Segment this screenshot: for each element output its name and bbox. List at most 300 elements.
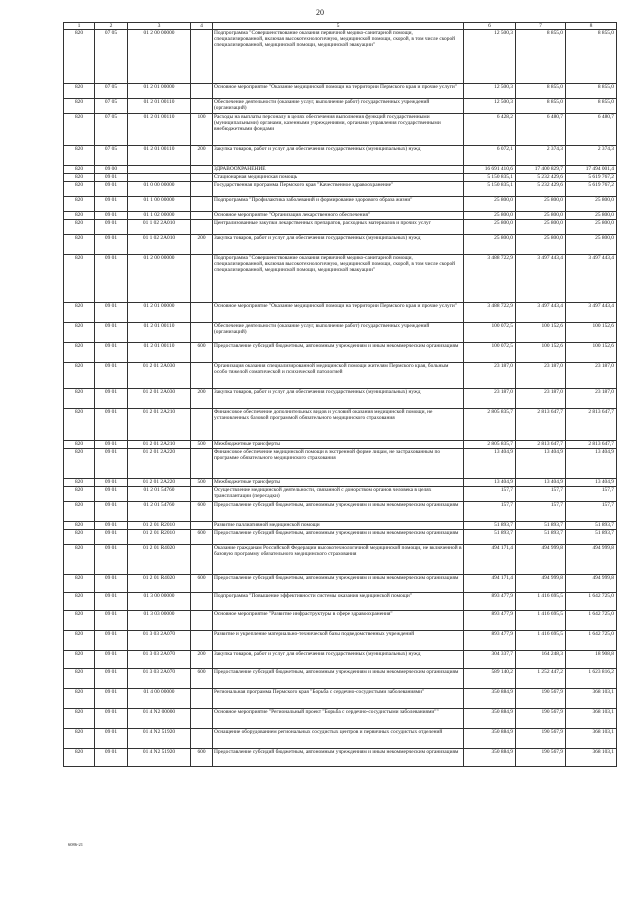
cell-name: Стационарная медицинская помощь <box>213 174 464 182</box>
cell-sum-3: 25 800,0 <box>566 235 617 255</box>
cell-grbs: 820 <box>64 30 95 84</box>
cell-sum-2: 1 416 695,5 <box>516 631 566 651</box>
cell-sum-3: 25 800,0 <box>566 197 617 212</box>
cell-section: 09 01 <box>95 389 128 409</box>
cell-target-article: 01 2 01 00110 <box>128 114 191 146</box>
cell-target-article: 01 3 03 2A070 <box>128 651 191 669</box>
cell-section: 09 01 <box>95 575 128 593</box>
cell-sum-2: 3 497 443,4 <box>516 303 566 323</box>
cell-target-article: 01 2 01 2A220 <box>128 449 191 479</box>
cell-sum-1: 100 072,5 <box>464 343 516 363</box>
cell-sum-2: 25 800,0 <box>516 235 566 255</box>
cell-sum-1: 51 893,7 <box>464 530 516 545</box>
cell-name: Государственная программа Пермского края "Качественное здравоохранение" <box>213 182 464 197</box>
table-row <box>64 409 617 441</box>
cell-section: 09 01 <box>95 729 128 749</box>
table-row <box>64 323 617 343</box>
cell-sum-2: 25 800,0 <box>516 212 566 220</box>
table-row <box>64 575 617 593</box>
cell-sum-3: 368 103,1 <box>566 749 617 767</box>
cell-target-article: 01 3 03 2A070 <box>128 669 191 689</box>
cell-sum-3: 23 187,0 <box>566 363 617 389</box>
table-row <box>64 449 617 479</box>
cell-sum-2: 51 893,7 <box>516 522 566 530</box>
cell-sum-3: 368 103,1 <box>566 729 617 749</box>
cell-sum-2: 25 800,0 <box>516 197 566 212</box>
cell-sum-2: 3 497 443,4 <box>516 255 566 303</box>
cell-target-article: 01 2 01 R4020 <box>128 545 191 575</box>
cell-sum-3: 1 642 725,0 <box>566 631 617 651</box>
cell-sum-3: 51 893,7 <box>566 530 617 545</box>
cell-grbs: 820 <box>64 631 95 651</box>
cell-section: 09 01 <box>95 651 128 669</box>
header-cell: 5 <box>213 23 464 30</box>
cell-target-article: 01 2 01 00000 <box>128 84 191 99</box>
cell-sum-2: 157,7 <box>516 502 566 522</box>
cell-sum-3: 13 404,9 <box>566 479 617 487</box>
cell-expense-type: 600 <box>191 530 213 545</box>
cell-section: 09 01 <box>95 631 128 651</box>
cell-target-article: 01 2 01 R2010 <box>128 530 191 545</box>
cell-name: Основное мероприятие "Оказание медицинской помощи на территории Пермского края и прочие услуги" <box>213 84 464 99</box>
cell-grbs: 820 <box>64 323 95 343</box>
cell-sum-2: 8 855,0 <box>516 99 566 114</box>
cell-sum-2: 51 893,7 <box>516 530 566 545</box>
cell-grbs: 820 <box>64 502 95 522</box>
cell-target-article: 01 2 01 R2010 <box>128 522 191 530</box>
table-row <box>64 389 617 409</box>
cell-section: 09 01 <box>95 174 128 182</box>
cell-grbs: 820 <box>64 441 95 449</box>
cell-grbs: 820 <box>64 449 95 479</box>
budget-table-container <box>63 22 616 767</box>
cell-name: Основное мероприятие "Организация лекарственного обеспечения" <box>213 212 464 220</box>
cell-section: 09 01 <box>95 197 128 212</box>
cell-sum-1: 3 488 722,9 <box>464 255 516 303</box>
table-row <box>64 146 617 166</box>
cell-sum-2: 2 813 647,7 <box>516 441 566 449</box>
cell-sum-3: 8 855,0 <box>566 84 617 99</box>
cell-sum-1: 350 884,9 <box>464 749 516 767</box>
cell-section: 09 01 <box>95 611 128 631</box>
cell-sum-1: 350 884,9 <box>464 689 516 709</box>
table-row <box>64 530 617 545</box>
cell-grbs: 820 <box>64 689 95 709</box>
cell-name: Предоставление субсидий бюджетным, автономным учреждениям и иным некоммерческим организациям <box>213 502 464 522</box>
cell-expense-type <box>191 409 213 441</box>
cell-target-article <box>128 166 191 174</box>
header-cell: 4 <box>191 23 213 30</box>
cell-section: 09 01 <box>95 709 128 729</box>
cell-sum-3: 5 619 767,2 <box>566 182 617 197</box>
cell-sum-1: 13 404,9 <box>464 479 516 487</box>
cell-sum-1: 25 800,0 <box>464 220 516 235</box>
cell-sum-1: 157,7 <box>464 502 516 522</box>
cell-expense-type: 600 <box>191 669 213 689</box>
cell-expense-type <box>191 522 213 530</box>
cell-sum-3: 25 800,0 <box>566 220 617 235</box>
cell-sum-2: 5 232 429,6 <box>516 182 566 197</box>
cell-sum-2: 23 187,0 <box>516 389 566 409</box>
table-row <box>64 166 617 174</box>
cell-name: Оказание гражданам Российской Федерации высокотехнологичной медицинской помощи, не включенной в базовую программу обязательного медицинского страхования <box>213 545 464 575</box>
cell-grbs: 820 <box>64 575 95 593</box>
cell-section: 09 01 <box>95 545 128 575</box>
cell-name: Предоставление субсидий бюджетным, автономным учреждениям и иным некоммерческим организациям <box>213 575 464 593</box>
cell-target-article: 01 3 03 2A070 <box>128 631 191 651</box>
cell-grbs: 820 <box>64 182 95 197</box>
cell-grbs: 820 <box>64 212 95 220</box>
cell-sum-3: 494 999,8 <box>566 575 617 593</box>
cell-expense-type: 200 <box>191 651 213 669</box>
table-row <box>64 197 617 212</box>
cell-expense-type <box>191 99 213 114</box>
cell-target-article: 01 2 01 R4020 <box>128 575 191 593</box>
cell-target-article: 01 2 01 2A210 <box>128 441 191 449</box>
cell-grbs: 820 <box>64 166 95 174</box>
cell-grbs: 820 <box>64 220 95 235</box>
cell-grbs: 820 <box>64 303 95 323</box>
cell-target-article: 01 4 00 00000 <box>128 689 191 709</box>
cell-name: Основное мероприятие "Оказание медицинской помощи на территории Пермского края и прочие услуги" <box>213 303 464 323</box>
cell-sum-1: 12 500,3 <box>464 30 516 84</box>
cell-expense-type <box>191 729 213 749</box>
cell-grbs: 820 <box>64 487 95 502</box>
table-row <box>64 709 617 729</box>
table-row <box>64 303 617 323</box>
cell-expense-type: 500 <box>191 479 213 487</box>
cell-grbs: 820 <box>64 146 95 166</box>
cell-target-article: 01 4 N2 51920 <box>128 749 191 767</box>
cell-target-article: 01 2 00 00000 <box>128 255 191 303</box>
table-row <box>64 611 617 631</box>
table-row <box>64 174 617 182</box>
cell-sum-3: 100 152,6 <box>566 323 617 343</box>
cell-target-article: 01 0 00 00000 <box>128 182 191 197</box>
cell-grbs: 820 <box>64 197 95 212</box>
cell-expense-type: 100 <box>191 114 213 146</box>
table-row <box>64 651 617 669</box>
table-row <box>64 479 617 487</box>
cell-section: 09 01 <box>95 255 128 303</box>
cell-grbs: 820 <box>64 114 95 146</box>
table-row <box>64 593 617 611</box>
cell-sum-2: 5 232 429,6 <box>516 174 566 182</box>
cell-name: Закупка товаров, работ и услуг для обеспечения государственных (муниципальных) нужд <box>213 389 464 409</box>
cell-sum-3: 2 813 647,7 <box>566 441 617 449</box>
cell-sum-3: 51 893,7 <box>566 522 617 530</box>
cell-section: 09 01 <box>95 749 128 767</box>
cell-sum-3: 368 103,1 <box>566 689 617 709</box>
cell-target-article: 01 4 N2 51920 <box>128 729 191 749</box>
cell-grbs: 820 <box>64 651 95 669</box>
cell-sum-3: 157,7 <box>566 502 617 522</box>
table-row <box>64 235 617 255</box>
cell-sum-3: 8 855,0 <box>566 30 617 84</box>
cell-sum-3: 3 497 443,4 <box>566 303 617 323</box>
budget-table <box>63 22 617 767</box>
cell-name: Финансовое обеспечение медицинской помощи в экстренной форме лицам, не застрахованным по программе обязательного медицинского страхования <box>213 449 464 479</box>
cell-sum-3: 17 494 001,4 <box>566 166 617 174</box>
cell-name: Подпрограмма "Повышение эффективности системы оказания медицинской помощи" <box>213 593 464 611</box>
cell-sum-1: 6 428,2 <box>464 114 516 146</box>
cell-section: 09 01 <box>95 530 128 545</box>
cell-sum-3: 23 187,0 <box>566 389 617 409</box>
cell-name: Обеспечение деятельности (оказание услуг, выполнение работ) государственных учреждений (организаций) <box>213 99 464 114</box>
cell-expense-type: 600 <box>191 502 213 522</box>
cell-sum-2: 100 152,6 <box>516 323 566 343</box>
footer-code: 6086-21 <box>68 842 83 847</box>
cell-section: 07 05 <box>95 114 128 146</box>
cell-sum-3: 2 374,3 <box>566 146 617 166</box>
cell-sum-2: 190 567,9 <box>516 689 566 709</box>
cell-grbs: 820 <box>64 709 95 729</box>
cell-sum-2: 8 855,0 <box>516 30 566 84</box>
cell-expense-type: 200 <box>191 146 213 166</box>
cell-name: Расходы на выплаты персоналу в целях обеспечения выполнения функций государственными (муниципальными) органами, казенными учреждениями, органами управления государственными внебюджетными фондами <box>213 114 464 146</box>
cell-grbs: 820 <box>64 235 95 255</box>
cell-expense-type <box>191 84 213 99</box>
cell-name: Подпрограмма "Совершенствование оказания первичной медико-санитарной помощи, специализированной, включая высокотехнологичную, медицинской помощи, скорой, в том числе скорой специализированной, медицинской помощи, медицинской эвакуации" <box>213 255 464 303</box>
cell-expense-type: 600 <box>191 749 213 767</box>
cell-section: 09 01 <box>95 689 128 709</box>
cell-target-article: 01 1 02 2A010 <box>128 220 191 235</box>
header-cell: 1 <box>64 23 95 30</box>
cell-expense-type <box>191 182 213 197</box>
table-row <box>64 114 617 146</box>
cell-sum-2: 494 999,8 <box>516 545 566 575</box>
cell-section: 07 05 <box>95 84 128 99</box>
cell-target-article: 01 3 00 00000 <box>128 593 191 611</box>
cell-sum-3: 1 642 725,0 <box>566 593 617 611</box>
cell-name: Основное мероприятие "Развитие инфраструктуры в сфере здравоохранения" <box>213 611 464 631</box>
cell-name: Закупка товаров, работ и услуг для обеспечения государственных (муниципальных) нужд <box>213 146 464 166</box>
cell-grbs: 820 <box>64 99 95 114</box>
cell-sum-2: 2 813 647,7 <box>516 409 566 441</box>
cell-sum-1: 100 072,5 <box>464 323 516 343</box>
cell-sum-1: 893 477,9 <box>464 593 516 611</box>
cell-section: 09 01 <box>95 441 128 449</box>
cell-section: 09 01 <box>95 449 128 479</box>
cell-section: 09 01 <box>95 479 128 487</box>
cell-section: 07 05 <box>95 146 128 166</box>
cell-target-article: 01 1 02 00000 <box>128 212 191 220</box>
table-row <box>64 220 617 235</box>
cell-name: ЗДРАВООХРАНЕНИЕ <box>213 166 464 174</box>
cell-name: Развитие паллиативной медицинской помощи <box>213 522 464 530</box>
cell-name: Обеспечение деятельности (оказание услуг, выполнение работ) государственных учреждений (организаций) <box>213 323 464 343</box>
cell-sum-1: 494 171,4 <box>464 575 516 593</box>
header-cell: 3 <box>128 23 191 30</box>
cell-name: Предоставление субсидий бюджетным, автономным учреждениям и иным некоммерческим организациям <box>213 749 464 767</box>
cell-sum-2: 190 567,9 <box>516 749 566 767</box>
cell-sum-3: 8 855,0 <box>566 99 617 114</box>
cell-sum-1: 157,7 <box>464 487 516 502</box>
cell-sum-2: 164 248,3 <box>516 651 566 669</box>
cell-sum-1: 12 500,3 <box>464 84 516 99</box>
cell-section: 09 01 <box>95 669 128 689</box>
cell-grbs: 820 <box>64 545 95 575</box>
cell-grbs: 820 <box>64 522 95 530</box>
cell-name: Межбюджетные трансферты <box>213 441 464 449</box>
cell-sum-1: 25 800,0 <box>464 212 516 220</box>
cell-grbs: 820 <box>64 749 95 767</box>
cell-expense-type <box>191 212 213 220</box>
cell-sum-1: 589 140,2 <box>464 669 516 689</box>
cell-section: 09 01 <box>95 487 128 502</box>
cell-name: Оснащение оборудованием региональных сосудистых центров и первичных сосудистых отделений <box>213 729 464 749</box>
cell-expense-type: 500 <box>191 441 213 449</box>
cell-sum-1: 16 691 410,6 <box>464 166 516 174</box>
cell-target-article: 01 2 00 00000 <box>128 30 191 84</box>
cell-sum-1: 6 072,1 <box>464 146 516 166</box>
cell-target-article: 01 2 01 2A030 <box>128 363 191 389</box>
cell-expense-type <box>191 363 213 389</box>
cell-target-article: 01 2 01 00110 <box>128 323 191 343</box>
cell-section: 09 01 <box>95 343 128 363</box>
cell-target-article: 01 2 01 2A030 <box>128 389 191 409</box>
cell-target-article: 01 2 01 54760 <box>128 487 191 502</box>
table-row <box>64 343 617 363</box>
cell-expense-type <box>191 197 213 212</box>
table-row <box>64 689 617 709</box>
cell-sum-1: 494 171,4 <box>464 545 516 575</box>
cell-expense-type: 200 <box>191 235 213 255</box>
cell-grbs: 820 <box>64 389 95 409</box>
cell-sum-1: 23 187,0 <box>464 389 516 409</box>
cell-sum-2: 23 187,0 <box>516 363 566 389</box>
cell-section: 09 01 <box>95 220 128 235</box>
cell-expense-type <box>191 30 213 84</box>
cell-target-article <box>128 174 191 182</box>
cell-target-article: 01 1 00 00000 <box>128 197 191 212</box>
cell-section: 07 05 <box>95 99 128 114</box>
cell-section: 09 01 <box>95 409 128 441</box>
table-row <box>64 669 617 689</box>
table-row <box>64 255 617 303</box>
cell-sum-3: 25 800,0 <box>566 212 617 220</box>
cell-sum-3: 1 623 816,2 <box>566 669 617 689</box>
cell-sum-1: 304 337,7 <box>464 651 516 669</box>
cell-target-article: 01 4 N2 00000 <box>128 709 191 729</box>
cell-grbs: 820 <box>64 409 95 441</box>
cell-grbs: 820 <box>64 593 95 611</box>
cell-sum-1: 13 404,9 <box>464 449 516 479</box>
cell-sum-1: 350 884,9 <box>464 709 516 729</box>
table-row <box>64 749 617 767</box>
cell-target-article: 01 2 01 2A220 <box>128 479 191 487</box>
cell-target-article: 01 2 01 00110 <box>128 343 191 363</box>
cell-name: Централизованные закупки лекарственных препаратов, расходных материалов и прочих услуг <box>213 220 464 235</box>
cell-expense-type <box>191 174 213 182</box>
cell-sum-2: 1 252 447,2 <box>516 669 566 689</box>
cell-sum-3: 3 497 443,4 <box>566 255 617 303</box>
cell-section: 09 01 <box>95 182 128 197</box>
cell-sum-2: 100 152,6 <box>516 343 566 363</box>
cell-name: Межбюджетные трансферты <box>213 479 464 487</box>
cell-name: Подпрограмма "Профилактика заболеваний и формирование здорового образа жизни" <box>213 197 464 212</box>
cell-name: Финансовое обеспечение дополнительных видов и условий оказания медицинской помощи, не установленных базовой программой обязательного медицинского страхования <box>213 409 464 441</box>
cell-name: Осуществление медицинской деятельности, связанной с донорством органов человека в целях трансплантации (пересадки) <box>213 487 464 502</box>
cell-expense-type <box>191 709 213 729</box>
cell-sum-2: 190 567,9 <box>516 729 566 749</box>
cell-sum-1: 51 893,7 <box>464 522 516 530</box>
table-row <box>64 729 617 749</box>
cell-grbs: 820 <box>64 343 95 363</box>
cell-expense-type <box>191 303 213 323</box>
cell-grbs: 820 <box>64 669 95 689</box>
cell-grbs: 820 <box>64 84 95 99</box>
cell-expense-type <box>191 255 213 303</box>
cell-sum-1: 350 884,9 <box>464 729 516 749</box>
table-row <box>64 182 617 197</box>
cell-sum-3: 368 103,1 <box>566 709 617 729</box>
cell-sum-2: 6 480,7 <box>516 114 566 146</box>
cell-sum-2: 25 800,0 <box>516 220 566 235</box>
cell-target-article: 01 2 01 00110 <box>128 99 191 114</box>
table-row <box>64 631 617 651</box>
header-cell: 7 <box>516 23 566 30</box>
cell-sum-2: 494 999,8 <box>516 575 566 593</box>
cell-target-article: 01 2 01 00110 <box>128 146 191 166</box>
cell-sum-1: 3 488 722,9 <box>464 303 516 323</box>
cell-grbs: 820 <box>64 255 95 303</box>
cell-sum-1: 893 477,9 <box>464 631 516 651</box>
table-row <box>64 99 617 114</box>
header-cell: 6 <box>464 23 516 30</box>
cell-sum-2: 8 855,0 <box>516 84 566 99</box>
table-header-row <box>64 23 617 30</box>
cell-section: 09 01 <box>95 363 128 389</box>
cell-sum-2: 13 404,9 <box>516 479 566 487</box>
cell-expense-type <box>191 593 213 611</box>
cell-expense-type: 600 <box>191 575 213 593</box>
cell-section: 09 01 <box>95 303 128 323</box>
cell-expense-type <box>191 220 213 235</box>
cell-grbs: 820 <box>64 363 95 389</box>
cell-name: Региональная программа Пермского края "Борьба с сердечно-сосудистыми заболеваниями" <box>213 689 464 709</box>
cell-section: 09 01 <box>95 212 128 220</box>
cell-target-article: 01 1 02 2A010 <box>128 235 191 255</box>
cell-grbs: 820 <box>64 729 95 749</box>
cell-target-article: 01 2 01 00000 <box>128 303 191 323</box>
cell-sum-3: 6 480,7 <box>566 114 617 146</box>
table-row <box>64 502 617 522</box>
cell-target-article: 01 3 03 00000 <box>128 611 191 631</box>
cell-sum-3: 1 642 725,0 <box>566 611 617 631</box>
cell-section: 09 01 <box>95 235 128 255</box>
cell-sum-3: 13 404,9 <box>566 449 617 479</box>
cell-expense-type <box>191 689 213 709</box>
cell-grbs: 820 <box>64 174 95 182</box>
cell-sum-1: 5 150 835,1 <box>464 174 516 182</box>
cell-expense-type: 200 <box>191 389 213 409</box>
table-row <box>64 363 617 389</box>
cell-expense-type: 600 <box>191 343 213 363</box>
cell-sum-1: 23 187,0 <box>464 363 516 389</box>
table-row <box>64 522 617 530</box>
cell-sum-3: 5 619 767,2 <box>566 174 617 182</box>
cell-expense-type <box>191 166 213 174</box>
cell-expense-type <box>191 323 213 343</box>
cell-name: Предоставление субсидий бюджетным, автономным учреждениям и иным некоммерческим организациям <box>213 343 464 363</box>
cell-expense-type <box>191 611 213 631</box>
cell-sum-1: 2 805 835,7 <box>464 441 516 449</box>
cell-name: Закупка товаров, работ и услуг для обеспечения государственных (муниципальных) нужд <box>213 235 464 255</box>
cell-grbs: 820 <box>64 530 95 545</box>
cell-section: 07 05 <box>95 30 128 84</box>
cell-sum-3: 494 999,8 <box>566 545 617 575</box>
